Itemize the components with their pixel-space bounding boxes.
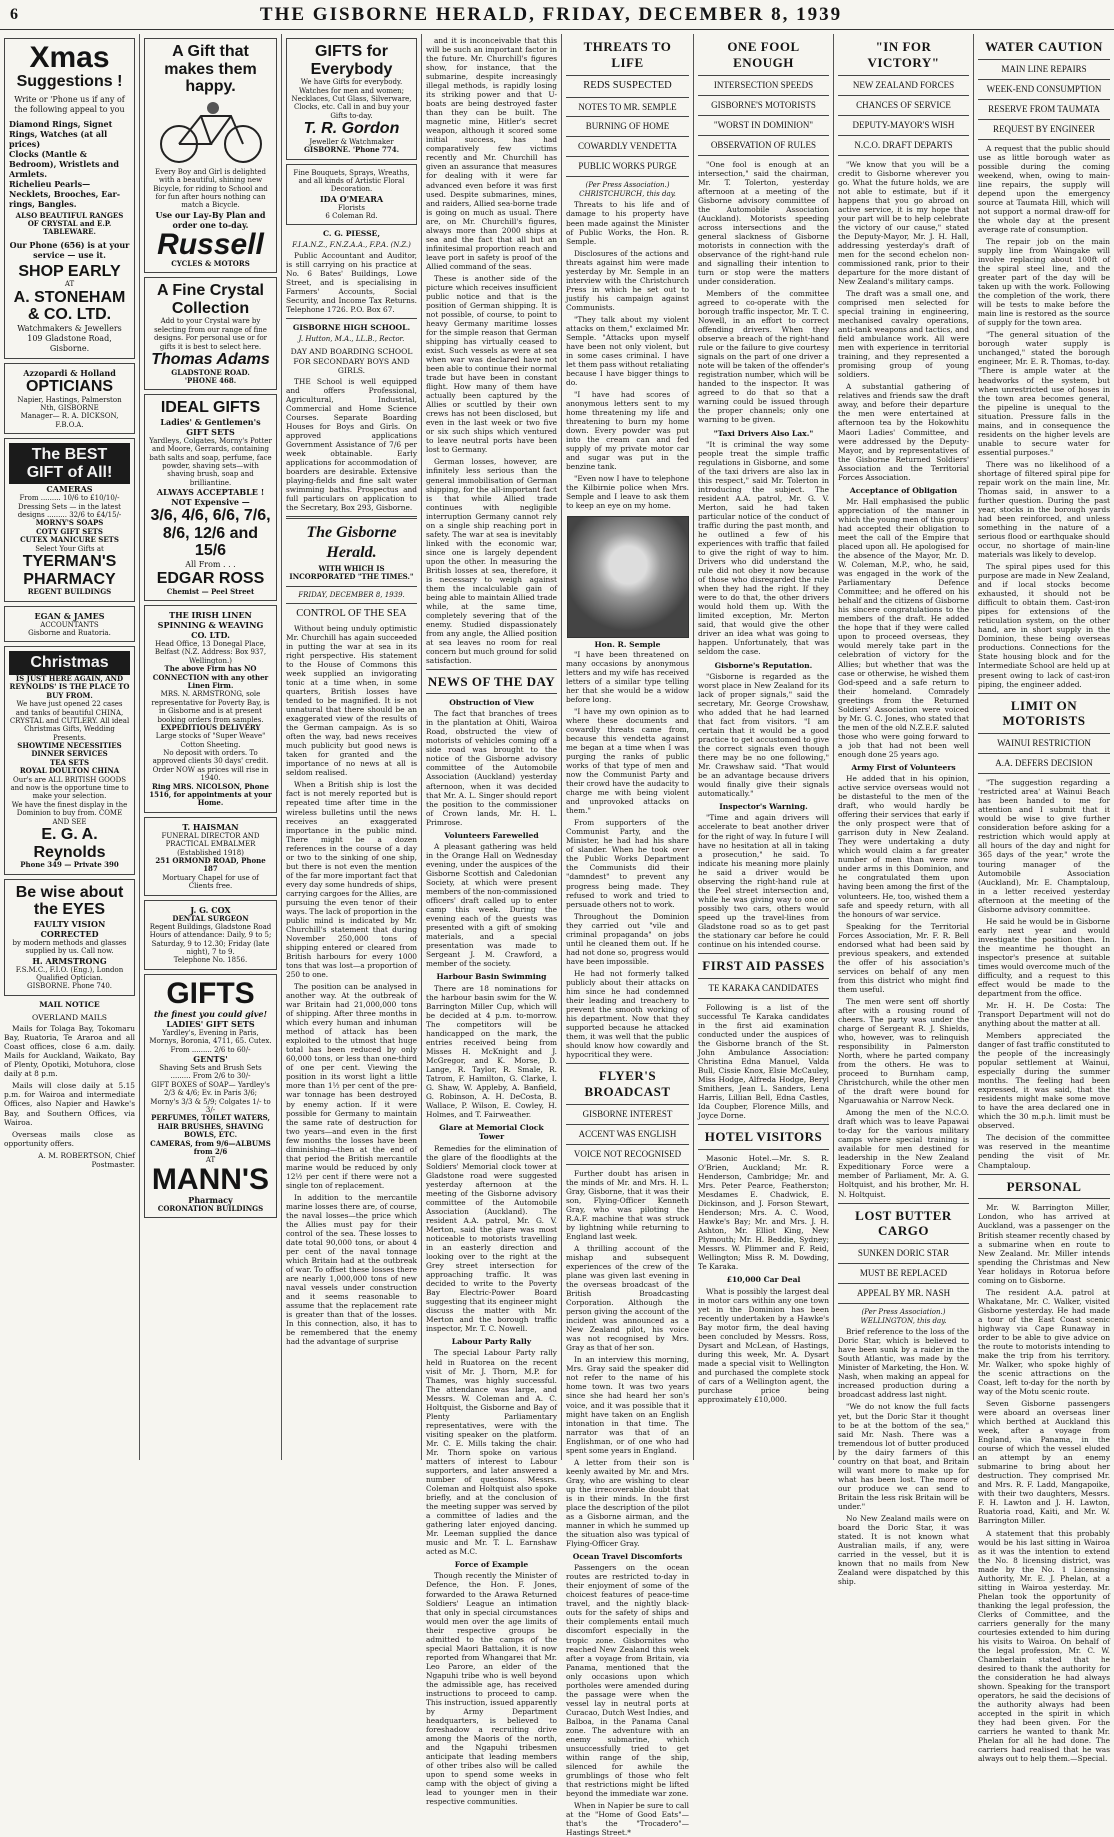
stoneham-address: 109 Gladstone Road, Gisborne. — [27, 333, 112, 353]
reynolds-name: E. G. A. Reynolds — [33, 826, 106, 861]
edgar-ross-ad — [144, 394, 277, 601]
news-subhead: Acceptance of Obligation — [849, 485, 958, 495]
irish-office: Head Office, 13 Donegal Place, Belfast (N.Z. Address: Box 937, Wellington.) — [154, 639, 267, 665]
firstaid-title: FIRST AID PASSES — [702, 957, 825, 973]
haisman-est: (Established 1918) — [177, 848, 244, 857]
reynolds-display: We have the finest display in the Dominion to buy from. COME AND SEE — [11, 800, 128, 826]
armstrong-qual: F.S.M.C., F.I.O. (Eng.), London Qualified Optician. — [15, 965, 124, 982]
haisman-ad — [144, 817, 277, 896]
ideal-title: IDEAL GIFTS — [160, 399, 261, 417]
russell-gift: A Gift that makes them happy. — [164, 43, 257, 96]
news-of-day — [426, 698, 557, 1806]
flyer-subhead: ACCENT WAS ENGLISH — [578, 1128, 677, 1139]
mail-text-2: Mails will close daily at 5.15 p.m. for Wairoa and intermediate Offices, also Napier and Hawke's Bay, and Southern Offices, via Wairoa. — [4, 1081, 135, 1127]
water-subhead: RESERVE FROM TAUMATA — [988, 103, 1100, 114]
column-2 — [140, 34, 282, 1460]
paragraph: "I have my own opinion as to where these documents and cowardly threats came from, because this vendetta against me began at a time when I was purging the ranks of public works of that type of men and now the Communist Party and their crowd have the audacity to charge me with being violent and unprovoked attacks on them." — [566, 706, 689, 816]
reynolds-ad — [4, 646, 135, 874]
cox-ad — [144, 900, 277, 970]
ideal-all: All From . . . — [185, 560, 236, 569]
mail-title: MAIL NOTICE — [39, 999, 100, 1009]
irish-ring: Ring MRS. NICOLSON, Phone 1516, for appointments at your Home. — [149, 781, 272, 808]
omeara-role: Florists — [338, 203, 365, 212]
manns-ad — [144, 974, 277, 1218]
paragraph: "One fool is enough at an intersection," said the chairman, Mr. T. Tolerton, yesterday afternoon at a meeting of the Gisborne advisory committee of the Automobile Association (Auckland). Motorists speeding across intersections and the general slackness of Gisborne motorists in connection with the observance of the right-hand rule and signalling their intention to turn or stop were the matters under consideration. — [698, 159, 829, 286]
manns-gifts: GIFTS — [166, 976, 255, 1010]
irish-name: THE IRISH LINEN SPINNING & WEAVING CO. LTD. — [157, 609, 264, 640]
masthead — [0, 0, 1114, 30]
haisman-chapel: Mortuary Chapel for use of Clients free. — [162, 873, 259, 891]
news-subhead: Harbour Basin Swimming — [436, 972, 547, 982]
hotel-article — [698, 1154, 829, 1404]
irish-stock: Large stocks of "Super Weave" Cotton Sheeting. — [155, 732, 266, 749]
paragraph: "We know that you will be a credit to Gisborne wherever you go. What the future holds, we are not able to estimate, but if it happens that you go abroad on active service, it is my hope that your part will be to help celebrate the victory of our cause," stated the Deputy-Mayor, Mr. J. H. Hall, addressing yesterday's draft of men for the second echelon non-commissioned rank, prior to their departure for the more distant of New Zealand's military camps. — [838, 159, 969, 286]
threats-title: THREATS TO LIFE — [583, 39, 672, 70]
armstrong-by: by modern methods and glasses supplied by us. Call now. — [12, 938, 127, 956]
egan-places: Gisborne and Ruatoria. — [28, 628, 111, 637]
paragraph: "We do not know the full facts yet, but the Doric Star it thought to be at the bottom of the sea," said Mr. Nash. There was a tremendous lot of butter produced by the dairy farmers of this country on that boat, and Britain will want more to make up for what has been lost. The more of our produce we can send to Britain the less risk Britain will be under." — [838, 1402, 969, 1511]
hotel-title: HOTEL VISITORS — [704, 1129, 823, 1145]
paragraph: Mr. W. Barrington Miller, London, who has arrived at Auckland, was a passenger on the British steamer recently chased by a submarine when en route to New Zealand. Mr. Miller intends spending the Christmas and New Year holidays in Rotorua before coming on to Gisborne. — [978, 1203, 1110, 1285]
azzopardi-manager: Manager— R. A. DICKSON, F.B.O.A. — [20, 412, 119, 429]
paragraph: Though recently the Minister of Defence, the Hon. F. Jones, forwarded to the Arawa Returned Soldiers' League an intimation that only in special circumstances would men over the age limits of their respective groups be admitted to the camps of the special Maori Battalion, it is now reported from Whangarei that Mr. Leo Parore, an elder of the Ngapuhi tribe who is well beyond the admissible age, has received instructions to proceed to camp. This instruction, issued apparently by Army Department headquarters, is believed to foreshadow a recruiting drive among the Maoris of the north, and the Ngapuhi tribesmen anticipate that leading members of other tribes also will be called upon to spend some weeks in camp with the object of giving a lead to younger men in their respective communities. — [426, 1571, 557, 1807]
edgar-ross-chemist: Chemist — Peel Street — [166, 586, 255, 596]
irish-expedit: EXPEDITIOUS DELIVERY — [160, 722, 261, 732]
news-subhead: £10,000 Car Deal — [726, 1275, 801, 1285]
victory-title: "IN FOR VICTORY" — [867, 39, 940, 70]
xmas-shop: SHOP EARLY — [18, 262, 121, 280]
column-5 — [562, 34, 694, 1837]
egan-role: ACCOUNTANTS — [40, 620, 99, 629]
threats-article — [566, 181, 689, 1059]
control-article-continued — [426, 36, 557, 665]
paragraph: The men were sent off shortly after with a rousing round of cheers. The party was under the charge of Sergeant R. J. Shields, who, however, was to relinquish responsibility in Palmerston North, where he parted company from the others. He was to proceed to Burnham camp, Christchurch, while the other men of the draft were bound for Ngaruawahia or Narrow Neck. — [838, 996, 969, 1106]
irish-deposit: No deposit with orders. To approved clients 30 days' credit. — [152, 749, 269, 766]
personal-title: PERSONAL — [1006, 1178, 1082, 1194]
paragraph: and it is inconceivable that this will be such an important factor in the future. Mr. Churchill's figures show, for instance, that the submarine, despite increasingly illegal methods, is rapidly losing its striking power and that U-boats are being destroyed faster than they can be built. The magnetic mine, Hitler's secret weapon, although it scored some initial success, has had comparatively few victims recently and Mr. Churchill has given an assurance that measures for dealing with it were far advanced even before it was first used. Despite submarines, mines, and raiders, Allied sea-borne trade is going on much as usual. There are, on Mr. Churchill's figures, always more than 2000 ships at sea and the fact that all but an infinitesimal proportion reach and leave port in safety is proof of the Allied command of the seas. — [426, 36, 557, 271]
armstrong-wise: Be wise about the EYES — [15, 883, 124, 919]
tyerman-select: Select Your Gifts at — [35, 544, 104, 553]
water-article — [978, 144, 1110, 689]
paragraph: Following is a list of the successful Te Karaka candidates in the first aid examination conducted under the auspices of the Gisborne branch of the St. John Ambulance Association: Christina Edna Manuel, Valda Bull, Cissie Knox, Elsie McCauley, Miss Hodge, Alfreda Hodge, Beryl Smithers, Jean L. Sanders, Lena Harris, Lillian Bell, Edna Castles, Ida Coupber, Florence Mills, and Joyce Dorne. — [698, 1002, 829, 1121]
herald-masthead: The Gisborne Herald. — [306, 524, 397, 561]
threats-subhead: NOTES TO MR. SEMPLE — [578, 101, 677, 112]
paragraph: From supporters of the Communist Party, and the Minister, he had had his share of slander. When he took over the Public Works Department the Communists did their "damndest" to prevent any progress being made. They refused to work and tried to persuade others not to work. — [566, 818, 689, 909]
victory-article — [838, 160, 969, 1199]
paragraph: The fact that branches of trees in the plantation at Ohiti, Wairoa Road, obstructed the view of motorists of vehicles coming off a side road was brought to the notice of the Gisborne advisory committee of the Automobile Association (Auckland) yesterday afternoon, when it was decided that Mr. A. L. Singer should report the position to the commissioner of Crown lands, Mr. H. L. Primrose. — [426, 709, 557, 827]
paragraph: In an interview this morning, Mrs. Gray said the speaker did not refer to the name of his home town. It was two years since she had heard her son's voice, and it was possible that it might have taken on an English intonation in that time. The narrator was that of an Englishman, or of one who had spent some years in England. — [566, 1355, 689, 1455]
school-head: J. Hutton, M.A., LL.B., Rector. — [298, 334, 405, 343]
news-subhead: Force of Example — [454, 1560, 529, 1570]
irish-rep: MRS. N. ARMSTRONG, sole representative for Poverty Bay, is in Gisborne and is at present booking orders from samples. — [151, 690, 270, 724]
armstrong-ad — [4, 879, 135, 996]
xmas-item: Diamond Rings, Signet Rings, Watches (at all prices) — [9, 118, 113, 149]
flyer-subhead: GISBORNE INTEREST — [582, 1108, 673, 1119]
paragraph: There are 18 nominations for the harbour basin swim for the W. Barrington Miller Cup, which will be decided at 4 p.m. to-morrow. The competitors will be handicapped on the mark, the entries received being from Misses H. McKnight and J. McGregor, and K. Morse, D. Lange, R. Taylor, R. Smale, R. Tatrom, F. Hamilton, G. Clarke, I. G. Shaw, W. Appleby, A. Banfield, G. Robinson, A. H. DeCosta, B. Wallace, P. Wilson, E. Cowley, H. Holmes, and T. Fairweather. — [426, 983, 557, 1120]
limit-article — [978, 778, 1110, 1169]
paragraph: The spiral pipes used for this purpose are made in New Zealand, and if local stocks become exhausted, it should not be difficult to obtain them. Cast-iron pipes for extensions of the reticulation system, on the other hand, are in short supply in the Dominion, these being overseas productions. Connections for the State housing block and for the Intermediate School are held up at present owing to lack of cast-iron piping, the engineer added. — [978, 562, 1110, 689]
column-6 — [694, 34, 834, 1460]
irish-firm: The above Firm has NO CONNECTION with any other Linen Firm. — [152, 664, 269, 690]
bicycle-icon — [151, 96, 271, 166]
paragraph: Among the men of the N.C.O. draft which was to leave Papawai to-day for the various military camps where special training is available for men destined for leadership in the New Zealand Expeditionary Force were a member of Parliament, Mr. A. G. Holtquist, and his brother, Mr. H. N. Holtquist. — [838, 1108, 969, 1199]
paragraph: "The general situation of the borough water supply is unchanged," stated the borough engineer, Mr. E. R. Thomas, to-day. "There is ample water at the headworks of the system, but when unrestricted use of hoses in the town area becomes general, the pipeline is unequal to the situation. Pressure falls in the mains, and in consequence the residents on the higher levels are unable to secure water for essential purposes." — [978, 330, 1110, 457]
tyerman-mornys: MORNY'S SOAPS — [35, 518, 104, 528]
paragraph: "I have had scores of anonymous letters sent to my home threatening my life and threatening to burn my home down. Every powder was put into the cream can and fed supply of my private motor car and sugar was put in the benzine tank. — [566, 390, 689, 472]
manns-perfumes: PERFUMES, TOILET WATERS, HAIR BRUSHES, SHAVING BOWLS, ETC. — [151, 1113, 270, 1140]
azzopardi-places: Napier, Hastings, Palmerston Nth, GISBORNE — [17, 395, 122, 412]
ideal-not: NOT Expensive — — [171, 497, 250, 508]
column-1 — [0, 34, 140, 1460]
manns-gents: GENTS' — [193, 1054, 228, 1065]
news-of-day-title: NEWS OF THE DAY — [426, 674, 557, 694]
victory-subhead: DEPUTY-MAYOR'S WISH — [852, 119, 955, 130]
reynolds-royal: ROYAL DOULTON CHINA — [19, 766, 120, 776]
news-subhead: Obstruction of View — [449, 698, 534, 708]
haisman-address: 251 ORMOND ROAD, Phone 187 — [155, 855, 266, 874]
news-subhead: Labour Party Rally — [451, 1337, 532, 1347]
page-number: 6 — [10, 5, 18, 23]
paragraph: A letter from their son is keenly awaited by Mr. and Mrs. Gray, who are wishing to clear up the irrecoverable doubt that is in their minds. In the first place the description of the pilot as a Gisborne airman, and the manner in which he summed up the situation also was typical of Flying-Officer Gray. — [566, 1457, 689, 1548]
lost-subhead: SUNKEN DORIC STAR — [857, 1248, 950, 1259]
mail-notice — [4, 1000, 135, 1169]
egan-ad — [4, 606, 135, 643]
ideal-always: ALWAYS ACCEPTABLE ! — [156, 487, 265, 498]
haisman-name: T. HAISMAN — [182, 821, 239, 832]
ideal-sub: Ladies' & Gentlemen's GIFT SETS — [160, 416, 261, 437]
victory-subhead: CHANCES OF SERVICE — [856, 99, 951, 110]
personal-article — [978, 1203, 1110, 1763]
fool-article — [698, 160, 829, 949]
flyer-title: FLYER'S BROADCAST — [584, 1068, 671, 1099]
paragraph: A pleasant gathering was held in the Orange Hall on Wednesday evening, under the auspices of the Gisborne Scottish and Caledonian Society, at which were present members of the non-commissioned officers' draft called up to enter camp this week. During the evening each of the guests was presented with a gift of smoking materials, and a special presentation was made to Sergeant J. M. Crawford, a member of the society. — [426, 841, 557, 969]
manns-boxes: GIFT BOXES of SOAP— Yardley's 2/3 & 4/6; Ev. in Paris 3/6; Morny's 3/3 & 5/9; Colgates 1/- to 3/- — [150, 1080, 271, 1114]
piesse-text: Public Accountant and Auditor, is still carrying on his practice at No. 6 Bates' Buildings, Lowe Street, and is specialising in Farmers' Accounts, Social Security, and Income Tax Returns. Telephone 1726. P.O. Box 67. — [286, 251, 417, 315]
tyerman-cameras: CAMERAS — [46, 484, 93, 495]
cox-name: J. G. COX — [190, 904, 231, 915]
photo-caption: Hon. R. Semple — [594, 640, 661, 650]
manns-ladies-text: Yardley's, Evening in Paris, Mornys, Boronia, 4711, 65. Cutex. From ......... 2/6 to 60/- — [149, 1028, 272, 1054]
egan-name: EGAN & JAMES — [34, 610, 105, 621]
paragraph: Further doubt has arisen in the minds of Mr. and Mrs. H. L. Gray, Gisborne, that it was their son, Flying-Officer Kenneth Gray, who was piloting the R.A.F. machine that was struck by lightning while returning to England last week. — [566, 1168, 689, 1241]
school-name: GISBORNE HIGH SCHOOL. — [292, 323, 411, 333]
stoneham-ad — [4, 38, 135, 359]
armstrong-faulty: FAULTY VISION CORRECTED — [33, 918, 106, 939]
paragraph: A request that the public should use as little borough water as possible during the coming weekend, when, owing to main-line repairs, the supply will depend upon the emergency source at Taumata Hill, which will not support a normal draw-off for the whole day at the present average rate of consumption. — [978, 143, 1110, 235]
reynolds-text: We have just opened 22 cases and tanks of beautiful CHINA, CRYSTAL and CUTLERY. All ideal Christmas Gifts, Wedding Presents. — [9, 700, 130, 742]
reynolds-showtime: SHOWTIME NECESSITIES — [17, 741, 122, 751]
mail-overseas: Overseas mails close as opportunity offers. — [4, 1129, 135, 1148]
paragraph: He added that in his opinion, active service overseas would not be distasteful to the men of the draft, who would hardly be offering their services that early if the only prospect were that of garrison duty in New Zealand. They were undertaking a duty which would claim a far greater number of men than were now under arms in this Dominion, and he congratulated them upon having been among the first of the volunteers. He, too, wished them a safe and speedy return, with all the honours of war service. — [838, 774, 969, 919]
paragraph: German losses, however, are infinitely less serious than the general immobilisation of German shipping, for the all-important fact is that while Allied trade continues with negligible interruption Germany cannot rely on a single ship reaching port in safety. The war at sea is inevitably linked with the economic war, since one is largely dependent upon the other. In measuring the British losses at sea, therefore, it is necessary to weigh against them the incalculable gain of being able to maintain Allied trade while, at the same time, completely severing that of the enemy. Studied dispassionately from any angle, the Allied position at sea leaves no room for real concern but much ground for solid satisfaction. — [426, 457, 557, 666]
school-type: DAY AND BOARDING SCHOOL FOR SECONDARY BOYS AND GIRLS. — [290, 347, 413, 375]
threats-subhead: REDS SUSPECTED — [583, 79, 672, 91]
irish-linen-ad — [144, 605, 277, 813]
xmas-subtitle: Suggestions ! — [16, 73, 123, 90]
paragraph: A substantial gathering of relatives and friends saw the draft away, and before their departure the men were entertained at afternoon tea by the Hokowhitu Maori Ladies' Committee, and were addressed by the Deputy-Mayor, and by representatives of the Gisborne Returned Soldiers' Association and the Territorial Forces Association. — [838, 382, 969, 482]
paragraph: When in Napier be sure to call at the "Home of Good Eats"—that's the "Trocadero"—Hastings Street.* — [566, 1801, 689, 1837]
ideal-text: Yardleys, Colgates, Morny's Potter and Moore, Gerrards, containing bath salts and soap, perfume, face powder, shaving sets—with shaving brush, soap and brilliantine. — [149, 436, 272, 487]
paragraph: "I have been threatened on many occasions by anonymous letters and my wife has received letters of a similar type telling her that she would be a widow before long. — [566, 649, 689, 704]
armstrong-name: H. ARMSTRONG — [32, 955, 107, 966]
fool-subhead: "WORST IN DOMINION" — [713, 119, 814, 130]
paragraph: Mr. Hall emphasised the public appreciation of the manner in which the young men of this group had accepted their obligation to meet the call of the Empire that placed upon all. He apologised for the absence of the Mayor, Mr. D. W. Coleman, M.P., who, he said, was engaged in the work of the Parliamentary Defence Committee; and he offered on his behalf and the citizens of Gisborne his sincere congratulations to the members of the draft. He added the hope that if they were called upon to proceed overseas, they would merely take part in the celebration of victory for the Allies; but whether that was the case or otherwise, he wished them God-speed and a safe return to their homeland. Comradely greetings from the Returned Soldiers' Association were voiced by Mr. G. C. Jones, who stated that the men of the old N.Z.E.F. saluted those who were going forward to a job that had not been well enough done 25 years ago. — [838, 496, 969, 759]
lost-article — [838, 1308, 969, 1586]
omeara-name: IDA O'MEARA — [319, 193, 384, 204]
armstrong-place: GISBORNE. Phone 740. — [26, 982, 112, 991]
firstaid-article — [698, 1003, 829, 1120]
russell-ad — [144, 38, 277, 273]
russell-name: Russell — [157, 227, 264, 261]
paragraph: Members appreciated the danger of fast traffic constituted to the people of the increasingly popular settlement at Wainui, especially during the summer months. The feeling had been expressed, it was said, that the residents might make some move to have the area declared one in which the 30 m.p.h. limit must be observed. — [978, 1031, 1110, 1131]
piesse-qual: F.I.A.N.Z., F.N.Z.A.A., F.P.A. (N.Z.) — [292, 240, 411, 249]
lost-subhead: MUST BE REPLACED — [859, 1268, 948, 1279]
news-subhead: Volunteers Farewelled — [444, 830, 539, 840]
tyerman-best: The BEST GIFT of All! — [9, 443, 130, 484]
gordon-gifts: GIFTS for Everybody — [310, 43, 393, 78]
tyerman-ad — [4, 438, 135, 602]
manns-at: AT — [205, 1156, 216, 1165]
cox-address: Regent Buildings, Gladstone Road — [149, 922, 272, 931]
limit-subhead: A.A. DEFERS DECISION — [995, 758, 1093, 769]
paragraph: Mr. H. H. De Costa: The Transport Department will not do anything about the matter at all. — [978, 1000, 1110, 1029]
xmas-phone: Our Phone (656) is at your service — use it. — [9, 239, 130, 260]
water-subhead: WEEK-END CONSUMPTION — [986, 83, 1102, 94]
paragraph: "Even now I have to telephone the Kilbirnie police when Mrs. Semple and I leave to ask them to keep an eye on my home. — [566, 474, 689, 511]
lost-subhead: APPEAL BY MR. NASH — [856, 1288, 951, 1299]
news-subhead: Army First of Volunteers — [851, 762, 956, 772]
water-subhead: MAIN LINE REPAIRS — [1001, 63, 1087, 74]
fool-title: ONE FOOL ENOUGH — [727, 39, 800, 70]
firstaid-subhead: TE KARAKA CANDIDATES — [708, 982, 819, 993]
reynolds-christmas: Christmas — [9, 651, 130, 675]
reynolds-phone: Phone 349 — Private 390 — [20, 860, 119, 870]
tyerman-coty: COTY GIFT SETS — [36, 526, 103, 536]
paragraph: Passengers on the ocean routes are restricted to-day in their enjoyment of some of the choicest features of peace-time travel, and the nightly black-outs for the safety of ships and their complements entail much discomfort especially in the tropic zone. Gisbornites who reached New Zealand this week after a voyage from Britain, via Panama, mentioned that the only occasions upon which portholes were amended during the passage were when the vessel lay in neutral ports at Curacao, Dutch West Indies, and Balboa, in the Panama Canal zone. The adventure with an enemy submarine, which unsuccessfully tried to get within range of the ship, silenced for awhile the grumblings of those who felt that restrictions might be lifted beyond the immediate war zone. — [566, 1563, 689, 1799]
manns-ladies: LADIES' GIFT SETS — [166, 1018, 255, 1029]
paragraph: A thrilling account of the mishap and subsequent experiences of the crew of the plane was given last evening in the overseas broadcast of the British Broadcasting Corporation. Although the person giving the account of the incident was announced as a New Zealand pilot, his voice was not recognised by Mrs. Gray as that of her son. — [566, 1243, 689, 1353]
paragraph: Without being unduly optimistic Mr. Churchill has again succeeded in putting the war at sea in its right perspective. His statement to the House of Commons this week supplied an invigorating tonic at a time when, in some quarters, British losses have tended to be magnified. It is not unnatural that there should be an exaggerated view of the results of the German campaign. As is so often the way, bad news receives much publicity but good news is taken for granted and the importance of no news at all is seldom realised. — [286, 623, 417, 778]
paragraph: Threats to his life and of damage to his property have been made against the Minister of Public Works, the Hon. R. Semple. — [566, 200, 689, 246]
control-article — [286, 624, 417, 1346]
paragraph: "The suggestion regarding a 'restricted area' at Wainui Beach has been handed to me for attention and I submit that it would be wise to give further consideration before asking for a restriction which would apply at all hours of the day and night for 365 days of the year," wrote the touring manager of the Automobile Association (Auckland), Mr. E. Champtaloup, in a letter received yesterday afternoon at the meeting of the Gisborne advisory committee. — [978, 778, 1110, 914]
xmas-item: Clocks (Mantle & Bedroom), Wristlets and Armlets. — [9, 148, 119, 179]
paragraph: There was no likelihood of a shortage of filtered spiral pipe for repair work on the main line, Mr. Thomas said, in answer to a further question. During the past year, stocks in the borough yards had been reinforced, and unless something in the nature of a serious flood or earthquake should occur, no shortage of main-line materials was likely to develop. — [978, 459, 1110, 560]
water-title: WATER CAUTION — [985, 39, 1103, 54]
news-subhead: Inspector's Warning. — [719, 802, 808, 812]
russell-layby: Use our Lay-By Plan and order one to-day. — [155, 209, 266, 230]
manns-pharmacy: Pharmacy — [188, 1194, 233, 1205]
paragraph: He had not formerly talked publicly about their attacks on him since he had condemned their leading and treachery to prevent the smooth working of his department. Now that they supported because he attacked them, it was well that the public should know how cowardly and hypocritical they were. — [566, 968, 689, 1060]
omeara-text: Fine Bouquets, Sprays, Wreaths, and all kinds of Artistic Floral Decoration. — [293, 168, 410, 194]
tyerman-name: TYERMAN'S PHARMACY — [22, 553, 117, 588]
piesse-notice — [286, 229, 417, 314]
paragraph: When a British ship is lost the fact is not merely reported but is repeated time after time in the wireless bulletins until the news receives an exaggerated importance in the public mind. There might be a dozen references in the course of a day or two to the sinking of one ship, but there is not even the mention of the far more important fact that every day some hundreds of ships, carrying cargoes for the Allies, are pursuing the even tenor of their ways. The lack of proportion in the public mind is indicated by Mr. Churchill's statement that during November 250,000 tons of shipping entered or cleared from British harbours for every 1000 tons that was lost—a proportion of 250 to one. — [286, 780, 417, 980]
paragraph: Members of the committee agreed to co-operate with the borough traffic inspector, Mr. T. C. Nowell, in an effort to correct offending drivers. When they observe a breach of the right-hand rule or the failure to give courtesy signals on the part of one driver a note will be taken of the offender's registration number, which will be handed to the inspector. It was agreed to do that so that a warning could be issued through the proper channels; only one warning to be given. — [698, 289, 829, 425]
reynolds-dinner: DINNER SERVICES — [31, 749, 108, 759]
piesse-name: C. G. PIESSE, — [323, 229, 380, 239]
gordon-name: T. R. Gordon — [303, 120, 400, 138]
fool-subhead: INTERSECTION SPEEDS — [713, 79, 814, 90]
threats-subhead: PUBLIC WORKS PURGE — [578, 161, 677, 172]
control-title: CONTROL OF THE SEA — [296, 608, 407, 620]
crystal-text: Add to your Crystal ware by selecting from our range of fine designs. For personal use or for gifts it is best to select here. — [153, 317, 268, 351]
reynolds-tea: TEA SETS — [49, 757, 90, 767]
paragraph: What is possibly the largest deal in motor cars within any one town yet in the Dominion has been recently undertaken by a Hawke's Bay motor firm, the deal having been concluded by Messrs. Ross, Dysart and McLean, of Hastings, during this week, Mr. A. Dysart made a special visit to Wellington and purchased the complete stock of cars of a Wellington agent, the purchase price being approximately £10,000. — [698, 1286, 829, 1405]
dateline: (Per Press Association.) CHRISTCHURCH, this day. — [579, 181, 676, 198]
victory-subhead: NEW ZEALAND FORCES — [852, 79, 955, 90]
paragraph: The special Labour Party rally held in Ruatorea on the recent visit of Mr. J. Thorn, M.P. for Thames, was highly successful. The attendance was large, and Messrs. W. Coleman and A. C. Holtquist, the Gisborne and Bay of Plenty Parliamentary representatives, were with the visiting speaker on the platform. Mr. C. E. Mills taking the chair. Mr. Thorn spoke on various matters of interest to Labour supporters, and later answered a number of questions. Messrs. Coleman and Holtquist also spoke briefly, and at the conclusion of the meeting supper was served by a committee of ladies and the gathering later enjoyed dancing. Mr. Leeman supplied the dance music and Mr. T. L. Earnshaw acted as M.C. — [426, 1348, 557, 1557]
xmas-item: Richelieu Pearls— Necklets, Brooches, Ear-rings, Bangles. — [9, 178, 121, 209]
mail-sub: OVERLAND MAILS — [31, 1012, 107, 1022]
paragraph: Remedies for the elimination of the glare of the floodlights at the Soldiers' Memorial clock tower at Gladstone road were suggested yesterday afternoon at the meeting of the Gisborne advisory committee of the Automobile Association (Auckland). The resident A.A. patrol, Mr. G. V. Merton, said the glare was most noticeable to motorists travelling in an easterly direction and looking over to the right at the Grey street intersection for approaching traffic. It was decided to write to the Poverty Bay Electric-Power Board suggesting that its engineer might discuss the matter with Mr. Merton and the borough traffic inspector, Mr. T. C. Nowell. — [426, 1143, 557, 1334]
xmas-also: ALSO BEAUTIFUL RANGES OF CRYSTAL and E.P. TABLEWARE. — [15, 210, 124, 237]
news-subhead: Gisborne's Reputation. — [714, 660, 813, 670]
paragraph: Masonic Hotel.—Mr. S. R. O'Brien, Auckland; Mr. R. Henderson, Cambridge; Mr. and Mrs. Peter Pearce, Featherston; Mesdames E. Chadwick, E. Dickinson, and J. Forson Stewart, Henderson; Mrs. A. C. Wood, Hawke's Bay; Mr. and Mrs. J. H. Ashton, Mr. Elliot King, New Plymouth; Mr. H. Beddie, Sydney; Messrs. W. Plimmer and F. Reid, Wellington; Miss R. M. Dowding, Te Karaka. — [698, 1154, 829, 1272]
paragraph: "Gisborne is regarded as the worst place in New Zealand for its lack of proper signals," said the secretary, Mr. George Crowshaw, who added that he had learned that fact from visitors. "I am certain that it would be a good practice to get accustomed to give the correct signals even though there may be no one following," Mr. Crawshaw said. "That would be an advantage because drivers would finally give their signals automatically." — [698, 671, 829, 799]
russell-sub: CYCLES & MOTORS — [171, 258, 250, 268]
manns-name: MANN'S — [151, 1162, 270, 1196]
cox-hours: Hours of attendance: Daily, 9 to 5; Saturday, 9 to 12.30; Friday (late night), 7 to 9. — [149, 931, 272, 957]
stoneham-name: A. STONEHAM & CO. LTD. — [13, 288, 126, 324]
column-7 — [834, 34, 974, 1587]
omeara-address: 6 Coleman Rd. — [325, 212, 378, 221]
paragraph: Speaking for the Territorial Forces Association, Mr. F. R. Bell endorsed what had been said by previous speakers, and extended the offer of his association's services on behalf of any men from this district who might find them useful. — [838, 921, 969, 994]
cox-role: DENTAL SURGEON — [172, 913, 249, 923]
news-subhead: Glare at Memorial Clock Tower — [439, 1123, 544, 1142]
herald-date: FRIDAY, DECEMBER 8, 1939. — [298, 590, 405, 599]
thomas-phone: 'PHONE 468. — [184, 375, 237, 385]
column-3 — [282, 34, 422, 1460]
paragraph: Seven Gisborne passengers were aboard an overseas liner which berthed at Auckland this week, after a voyage from England, via Panama, in the course of which the vessel eluded an attempt by an enemy submarine to bring about her destruction. They comprised Mr. and Mrs. R. F. Ladd, Mangapoike, with their two daughters, Messrs. F. H. Lawton and J. H. Lawton, Ruatoria road, Kaiti, and Mr. W. Barrington Miller. — [978, 1399, 1110, 1526]
manns-finest: the finest you could give! — [153, 1008, 267, 1019]
mail-sign: A. M. ROBERTSON, Chief Postmaster. — [38, 1150, 135, 1169]
reynolds-ours: Our's are ALL BRITISH GOODS and now is the opportune time to make your selection. — [10, 775, 129, 801]
reynolds-intro: IS JUST HERE AGAIN, AND REYNOLDS' IS THE PLACE TO BUY FROM. — [9, 673, 130, 700]
semple-photo — [567, 516, 689, 638]
paragraph: Brief reference to the loss of the Doric Star, which is believed to have been sunk by a raider in the South Atlantic, was made by the Minister of Marketing, the Hon. W. Nash, when making an appeal for increased production during a broadcast address last night. — [838, 1327, 969, 1400]
gordon-role: Jeweller & Watchmaker — [309, 137, 394, 146]
flyer-article — [566, 1169, 689, 1837]
paragraph: The position can be analysed in another way. At the outbreak of war Britain had 21,000,000 tons of shipping. After three months in which every human and inhuman method of attack has been exploited to the utmost that huge total has been reduced by only 60,000 tons, or less than one-third of one per cent. Viewing the position in its worst light a little more than 1½ per cent of the pre-war tonnage has been destroyed by enemy action. If it were possible for Germany to maintain the same rate of destruction for two years—and even in the first few months the losses have been diminishing—then at the end of that period the British mercantile marine would be reduced by only 12½ per cent if there were not a single ton of replacement. — [286, 982, 417, 1190]
school-text: THE School is well equipped and offers Professional, Agricultural, Industrial, Commercial and Home Science Courses. Separate Boarding Houses for Boys and Girls. On approved applications Government Assistance of 7/6 per week obtainable. Early applications for accommodation of boarders are desirable. Extensive playing-fields and fine salt water swimming baths. Prospectus and full particulars on application to the Secretary, Box 293, Gisborne. — [286, 377, 417, 513]
edgar-ross-name: EDGAR ROSS — [156, 570, 265, 587]
paragraph: The draft was a small one, and comprised men selected for special training in engineering, mechanised cavalry operations, anti-tank weapons and tactics, and field ambulance work. All were men with experience in territorial training, and they represented a promising group of young soldiers. — [838, 289, 969, 380]
paragraph: These is another side of the picture which receives insufficient public notice and that is the position of German shipping. It is not possible, of course, to point to heavy Germany maritime losses for the simple reason that German shipping has virtually ceased to exist. Such vessels as were at sea when war was declared have not been able to continue their normal trade but have been in constant flight. How many of them have actually been captured by the Allies or scuttled by their own crews has not been disclosed, but even in the last week or two five or six such ships which ventured to leave neutral ports have been lost to Germany. — [426, 273, 557, 455]
tyerman-dressing: Dressing Sets — in the latest designs ......... 32/6 to £4/15/- — [17, 502, 122, 520]
fool-subhead: OBSERVATION OF RULES — [710, 139, 817, 150]
lost-title: LOST BUTTER CARGO — [855, 1207, 952, 1239]
water-subhead: REQUEST BY ENGINEER — [993, 123, 1095, 134]
haisman-role: FUNERAL DIRECTOR AND PRACTICAL EMBALMER — [161, 831, 260, 849]
manns-gents-text: Shaving Sets and Brush Sets ......... From 2/6 to 30/- — [159, 1064, 262, 1081]
limit-subhead: WAINUI RESTRICTION — [997, 738, 1091, 749]
dateline: (Per Press Association.) WELLINGTON, this day. — [860, 1308, 947, 1325]
paragraph: "It is criminal the way some people treat the simple traffic regulations in Gisborne, and some of the taxi drivers are also lax in this respect," said Mr. Tolerton in introducing the subject. The resident A.A. patrol, Mr. G. V. Merton, said he had taken particular notice of the conduct of traffic during the past month, and he outlined a few of his experiences with traffic that failed to give the right of way to him. Drivers who did understand the rule did not obey it now because of those who disregarded the rule when they had the right. If they were to do that, the other drivers would hold them up. With the limited exception, Mr. Merton said, that would give the other driver an idea what was going to happen. Unfortunately, that was seldom the case. — [698, 439, 829, 657]
limit-title: LIMIT ON MOTORISTS — [1002, 697, 1086, 729]
azzopardi-role: OPTICIANS — [25, 377, 114, 395]
paragraph: He said he would be in Gisborne early next year and would investigate the position then. In the meantime he thought an inspector's presence at suitable times would overcome much of the difficulty, and a request to this effect would be made to the department from the office. — [978, 916, 1110, 998]
victory-subhead: N.C.O. DRAFT DEPARTS — [854, 139, 953, 150]
gordon-ad — [286, 38, 417, 160]
mail-text: Mails for Tolaga Bay, Tokomaru Bay, Ruatoria, Te Araroa and all Coast offices, close 6 a.m. daily. Mails for Auckland, Waikato, Bay of Plenty, Opotiki, Motuhora, close daily at 8 p.m. — [4, 1024, 135, 1079]
cox-phone: Telephone No. 1856. — [173, 956, 248, 965]
thomas-adams-ad — [144, 277, 277, 390]
column-8 — [974, 34, 1114, 1764]
xmas-title: Xmas — [29, 41, 110, 74]
page-title: THE GISBORNE HERALD, FRIDAY, DECEMBER 8, 1939 — [259, 3, 843, 25]
irish-order: Order NOW as prices will rise in 1940. — [152, 765, 269, 783]
paragraph: "Time and again drivers will accelerate to beat another driver for the right of way. In future I will have no hesitation at all in taking a prosecution," he said. To indicate his meaning more plainly he said a driver would be observing the right-hand rule at the Peel street intersection and, while he was giving way to one or possibly two cars, others would speed up the travel-lines from Gladstone road so as to get past the stationary car before he could continue on his intended course. — [698, 813, 829, 949]
xmas-intro: Write or 'Phone us if any of the following appeal to you — [14, 94, 125, 114]
herald-with: WITH WHICH IS INCORPORATED "THE TIMES." — [289, 563, 414, 582]
threats-subhead: COWARDLY VENDETTA — [577, 141, 678, 152]
paragraph: No New Zealand mails were on board the Doric Star, it was stated. It is not known what Australian mails, if any, were carried in the vessel, but it is known that no mails from New Zealand were dispatched by this ship. — [838, 1513, 969, 1587]
manns-cameras: CAMERAS, from 9/6—ALBUMS from 2/6 — [150, 1138, 271, 1156]
paragraph: A statement that this probably would be his last sitting in Wairoa as it was the intention to extend the No. 8 licensing district, was made by the No. 1 Licensing Authority, Mr. E. J. Phelan, at a sitting in Wairoa yesterday. Mr. Phelan took the opportunity of thanking the legal profession, the Clerks of Committee, and the carriers generally for the many courtesies extended to him during his visits to Wairoa. On behalf of the legal profession, Mr. C. W. Chamberlain stated that he desired to thank the authority for the consideration he had always shown. Speaking for the transport operators, he said the decisions of the authority always had been accepted in the spirit in which they had been given. For the carriers he wanted to thank Mr. Phelan for all he had done. The carriers had realised that he was always out to help them.—Special. — [978, 1528, 1110, 1764]
tyerman-from: From ......... 10/6 to £10/10/- — [19, 494, 120, 503]
thomas-name: Thomas Adams — [151, 350, 270, 368]
ideal-prices: 3/6, 4/6, 6/6, 7/6, 8/6, 12/6 and 15/6 — [150, 507, 271, 560]
paragraph: Throughout the Dominion they carried out "vile and criminal propaganda" on jobs until he cleaned them out. If he had not done so, progress would have been impossible. — [566, 911, 689, 966]
threats-subhead: BURNING OF HOME — [585, 121, 670, 132]
manns-coronation: CORONATION BUILDINGS — [157, 1203, 264, 1213]
news-subhead: "Taxi Drivers Also Lax." — [713, 428, 814, 438]
news-subhead: Ocean Travel Discomforts — [572, 1552, 683, 1562]
tyerman-regent: REGENT BUILDINGS — [27, 587, 112, 597]
flyer-subhead: VOICE NOT RECOGNISED — [573, 1148, 682, 1159]
crystal-title: A Fine Crystal Collection — [157, 282, 264, 317]
tyerman-cutex: CUTEX MANICURE SETS — [20, 535, 119, 545]
paragraph: Disclosures of the actions and threats against him were made yesterday by Mr. Semple in an interview with the Christchurch Press in which he set out to justify his campaign against Communists. — [566, 248, 689, 312]
azzopardi-ad — [4, 363, 135, 434]
paragraph: The repair job on the main supply line from Waingake will involve replacing about 100ft of the spiral steel line, and the greater part of the day will be taken up with the work. Following the completion of the work, there will be tests to make before the main line is restored as the source of supply for the town area. — [978, 237, 1110, 328]
russell-text: Every Boy and Girl is delighted with a beautiful, shining new Bicycle, for riding to School and for fun after hours nothing can match a Bicycle. — [153, 167, 268, 210]
thomas-road: GLADSTONE ROAD. — [171, 367, 250, 377]
xmas-at: AT — [64, 280, 75, 289]
paragraph: "They talk about my violent attacks on them," exclaimed Mr. Semple. "Attacks upon myself have been not only violent, but in some cases criminal. I have let them pass without retaliating because I have bigger things to do. — [566, 314, 689, 388]
paragraph: In addition to the mercantile marine losses there are, of course, the naval losses—the price which the Allies must pay for their control of the sea. These losses to date total 90,000 tons, or about 4 per cent of the naval tonnage which Britain had at the outbreak of war. To offset these losses there are nearly 1,000,000 tons of new naval vessels under construction and it seems reasonable to assume that the replacement rate is greater than that of the losses. In this connection, also, it has to be remembered that the enemy had the advantage of surprise — [286, 1192, 417, 1347]
gordon-phone: GISBORNE. 'Phone 774. — [303, 145, 400, 155]
school-notice — [286, 323, 417, 512]
stoneham-sub: Watchmakers & Jewellers — [17, 323, 122, 333]
paragraph: The decision of the committee was reserved in the meantime pending the visit of Mr. Champtaloup. — [978, 1133, 1110, 1170]
paragraph: The resident A.A. patrol at Whakatane, Mr. C. Walker, visited Gisborne yesterday. He had made a tour of the East Coast scenic highway via Cape Runaway in order to be able to give advice on the route to motorists intending to make the trip from his territory. Mr. Walker, who spoke highly of the scenic attractions on the Coast, left to-day for the north by way of the Motu scenic route. — [978, 1287, 1110, 1397]
azzopardi-name: Azzopardi & Holland — [23, 367, 116, 378]
omeara-ad — [286, 164, 417, 226]
column-4 — [422, 34, 562, 1807]
fool-subhead: GISBORNE'S MOTORISTS — [711, 99, 816, 110]
gordon-text: We have Gifts for everybody. Watches for men and women; Necklaces, Cut Glass, Silverware, Clocks, etc. Call in and buy your Gifts to-day. — [291, 78, 412, 120]
